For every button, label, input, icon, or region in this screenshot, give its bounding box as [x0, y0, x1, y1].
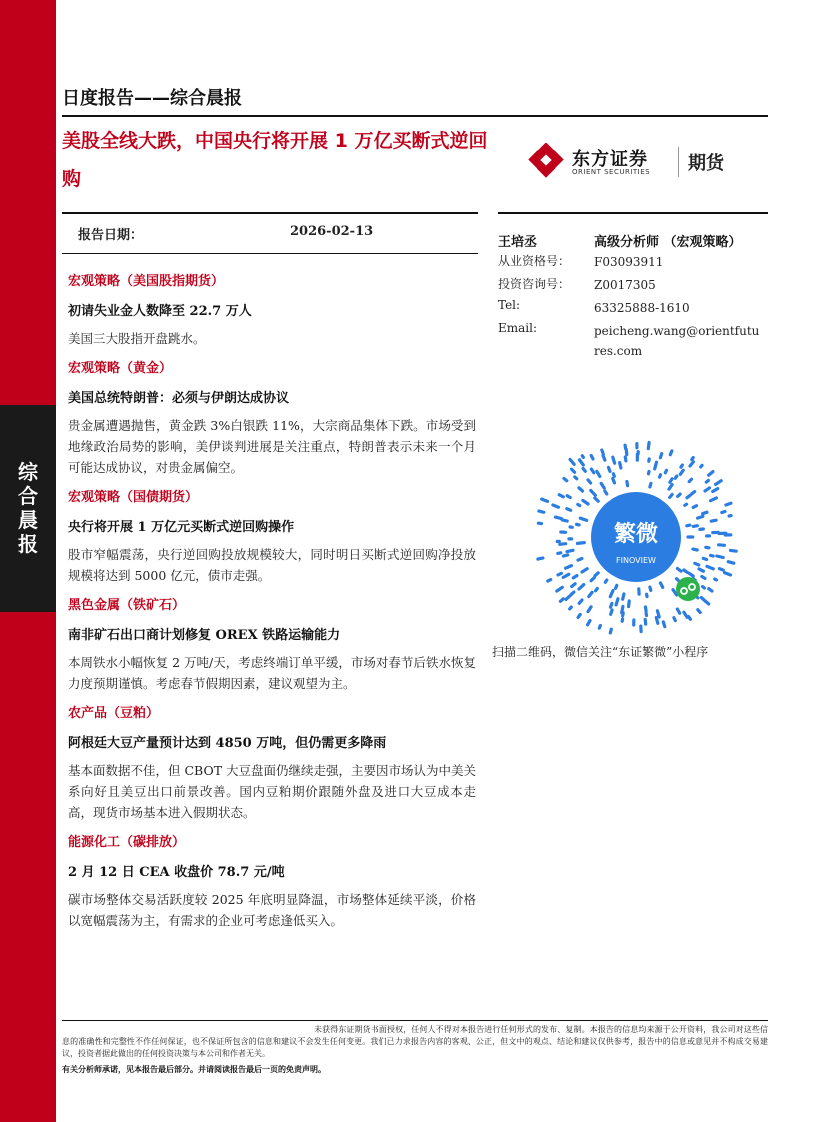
qr-dot — [609, 467, 611, 471]
qr-dot — [588, 621, 590, 625]
header-rule — [62, 115, 768, 117]
qr-dot — [690, 462, 693, 466]
qr-dot — [698, 516, 703, 518]
info-label: Email: — [498, 321, 538, 335]
analyst-title: 高级分析师 （宏观策略） — [594, 235, 742, 250]
qr-dot — [675, 476, 677, 478]
qr-dot — [558, 573, 561, 575]
qr-dot — [579, 585, 584, 589]
qr-dot — [677, 569, 681, 572]
qr-dot — [678, 494, 680, 496]
qr-dot — [677, 609, 679, 613]
qr-dot — [650, 587, 651, 590]
qr-dot — [707, 566, 713, 569]
qr-dot — [655, 462, 657, 469]
qr-dot — [648, 442, 649, 448]
qr-dot — [646, 607, 647, 611]
section-title: 宏观策略（国债期货） — [68, 490, 199, 505]
qr-dot — [578, 504, 580, 505]
info-label: 投资咨询号： — [498, 277, 571, 291]
news-sections — [68, 272, 476, 941]
analyst-tel-row — [498, 296, 768, 319]
qr-dot — [578, 543, 585, 544]
qr-dot — [613, 474, 614, 477]
qr-dot — [660, 454, 661, 458]
qr-dot — [669, 485, 672, 490]
qr-dot — [731, 550, 737, 551]
section-soybean-meal — [68, 704, 476, 823]
section-title: 宏观策略（美国股指期货） — [68, 274, 225, 289]
qr-dot — [709, 472, 713, 476]
qr-dot — [663, 622, 665, 627]
qr-dot — [703, 587, 705, 588]
qr-center-subtext: FINOVIEW — [616, 556, 656, 565]
qr-dot — [629, 601, 630, 607]
qr-dot — [580, 518, 586, 520]
report-date-label: 报告日期： — [78, 228, 144, 243]
qr-dot — [567, 550, 573, 551]
qr-dot — [597, 471, 600, 476]
qr-dot — [616, 585, 617, 588]
qr-code[interactable] — [530, 437, 742, 637]
qr-dot — [716, 481, 722, 485]
section-title: 农产品（豆粕） — [68, 706, 160, 721]
section-rule-left — [62, 212, 478, 214]
qr-dot — [719, 569, 723, 571]
qr-dot — [583, 469, 585, 472]
qr-dot — [627, 482, 628, 486]
qr-dot — [596, 589, 598, 591]
qr-dot — [562, 520, 567, 521]
qr-dot — [560, 544, 566, 545]
qr-dot — [613, 479, 615, 483]
qr-dot — [578, 559, 582, 561]
qr-dot — [717, 556, 723, 558]
document-type: 日度报告——综合晨报 — [62, 88, 242, 109]
qr-dot — [567, 509, 571, 511]
qr-dot — [695, 563, 699, 565]
qr-dot — [570, 607, 572, 609]
info-value: 63325888-1610 — [594, 301, 690, 315]
qr-dot — [726, 503, 731, 505]
qr-dot — [599, 626, 600, 629]
qr-dot — [555, 517, 561, 519]
qr-dot — [706, 481, 708, 483]
analyst-header — [498, 228, 768, 250]
qr-dot — [548, 580, 551, 582]
qr-dot — [591, 469, 593, 473]
logo-divider — [678, 147, 679, 177]
qr-center-text: 繁微 — [613, 522, 659, 547]
qr-dot — [553, 505, 559, 507]
section-headline: 阿根廷大豆产量预计达到 4850 万吨，但仍需更多降雨 — [68, 736, 387, 751]
qr-dot — [689, 617, 691, 620]
qr-dot — [722, 512, 725, 513]
qr-dot — [693, 526, 697, 527]
section-rule-right — [498, 212, 768, 214]
qr-dot — [693, 506, 696, 508]
qr-dot — [605, 491, 607, 494]
disclaimer-text: 未获得东证期货书面授权，任何人不得对本报告进行任何形式的发布、复制。本报告的信息均来源于公开资料，我公司对这些信息的准确性和完整性不作任何保证，也不保证所包含的信息和建议不会发生任何变更。我们已力求报告内容的客观、公正，但文中的观点、结论和建议仅供参考，报告中的信息或意见并不构成交易建议，投资者据此做出的任何投资决策与本公司和作者无关。 — [62, 1025, 768, 1058]
sidebar-accent-top — [0, 0, 56, 405]
qr-dot — [591, 456, 593, 459]
qr-dot — [577, 524, 580, 525]
logo-english-name: ORIENT SECURITIES — [572, 168, 651, 176]
analyst-consulting-row — [498, 273, 768, 296]
qr-dot — [610, 591, 613, 597]
qr-dot — [670, 495, 672, 498]
sidebar-label — [0, 460, 56, 556]
qr-dot — [595, 573, 598, 576]
qr-dot — [613, 457, 615, 463]
section-title: 能源化工（碳排放） — [68, 835, 186, 850]
section-headline: 央行将开展 1 万亿元买断式逆回购操作 — [68, 520, 295, 535]
qr-dot — [563, 574, 569, 577]
qr-dot — [571, 592, 574, 595]
sidebar-label-char: 报 — [18, 532, 38, 556]
qr-dot — [564, 479, 567, 481]
qr-dot — [558, 553, 561, 554]
analyst-email-row — [498, 319, 768, 358]
qr-dot — [623, 594, 624, 599]
qr-dot — [575, 477, 577, 479]
qr-dot — [620, 463, 621, 468]
info-value: F03093911 — [594, 255, 664, 269]
info-value: Z0017305 — [594, 278, 656, 292]
qr-dot — [649, 471, 650, 473]
date-rule — [62, 253, 478, 254]
qr-dot — [626, 449, 627, 454]
qr-dot — [728, 562, 734, 564]
qr-dot — [670, 479, 672, 483]
qr-dot — [713, 489, 718, 492]
analyst-commitment-note: 有关分析师承诺，见本报告最后部分。并请阅读报告最后一页的免责声明。 — [62, 1064, 326, 1074]
qr-dot — [693, 549, 697, 550]
qr-dot — [542, 499, 548, 501]
qr-dot — [572, 584, 575, 587]
qr-dot — [711, 520, 716, 521]
qr-dot — [582, 569, 587, 572]
qr-dot — [538, 558, 543, 559]
qr-dot — [605, 580, 607, 582]
qr-dot — [702, 577, 705, 579]
section-title: 黑色金属（铁矿石） — [68, 598, 186, 613]
qr-dot — [560, 599, 563, 602]
info-label: Tel: — [498, 298, 521, 312]
page-title: 美股全线大跌，中国央行将开展 1 万亿买断式逆回购 — [62, 130, 488, 190]
email-link[interactable]: peicheng.wang@orientfutures.com — [594, 324, 760, 358]
qr-dot — [692, 458, 693, 460]
sidebar-label-char: 综 — [18, 460, 38, 484]
footer-rule — [62, 1020, 768, 1021]
section-title: 宏观策略（黄金） — [68, 361, 173, 376]
qr-dot — [616, 599, 618, 605]
section-body: 本周铁水小幅恢复 2 万吨/天，考虑终端订单平缓，市场对春节后铁水恢复力度预期谨慎。考虑春节假期因素，建议观望为主。 — [68, 655, 476, 691]
qr-dot — [687, 525, 690, 526]
qr-dot — [650, 483, 651, 487]
qr-dot — [588, 607, 591, 612]
qr-dot — [563, 555, 567, 556]
qr-dot — [572, 469, 575, 472]
section-body: 基本面数据不佳，但 CBOT 大豆盘面仍继续走强，主要因市场认为中美关系向好且美豆出口前景改善。国内豆粕期价跟随外盘及进口大豆成本走高，现货市场基本进入假期状态。 — [68, 763, 477, 820]
qr-dot — [725, 573, 731, 575]
section-headline: 美国总统特朗普：必须与伊朗达成协议 — [68, 391, 290, 406]
qr-dot — [705, 488, 710, 491]
analyst-info — [498, 228, 768, 358]
section-body: 碳市场整体交易活跃度较 2025 年底明显降温，市场整体延续平淡，价格以宽幅震荡为主，有需求的企业可考虑逢低买入。 — [68, 892, 476, 928]
qr-dot — [701, 465, 702, 467]
qr-dot — [611, 603, 612, 607]
qr-dot — [645, 620, 646, 625]
qr-dot — [567, 496, 570, 498]
qr-dot — [539, 511, 544, 512]
qr-dot — [681, 465, 682, 467]
qr-dot — [715, 579, 717, 580]
qr-dot — [687, 495, 690, 498]
section-body: 贵金属遭遇抛售，黄金跌 3%白银跌 11%，大宗商品集体下跌。市场受到地缘政治局势的影响，美伊谈判进展是关注重点，特朗普表示未来一个月可能达成协议，对贵金属偏空。 — [68, 418, 476, 475]
section-body: 股市窄幅震荡，央行逆回购投放规模较大，同时明日买断式逆回购净投放规模将达到 5000 亿元，债市走强。 — [68, 547, 476, 583]
qr-dot — [595, 498, 598, 501]
qr-dot — [684, 570, 687, 572]
qr-dot — [706, 547, 709, 548]
qr-dot — [578, 614, 580, 617]
qr-dot — [665, 470, 666, 473]
qr-dot — [601, 483, 604, 488]
qr-dot — [670, 451, 672, 455]
qr-dot — [711, 555, 714, 556]
qr-dot — [703, 512, 707, 514]
qr-dot — [557, 587, 563, 591]
qr-dot — [660, 475, 661, 477]
qr-dot — [699, 569, 703, 571]
section-us-index-futures — [68, 272, 476, 349]
sidebar-accent-bottom — [0, 612, 56, 1122]
qr-dot — [559, 495, 563, 497]
qr-dot — [588, 480, 591, 483]
section-headline: 初请失业金人数降至 22.7 万人 — [68, 304, 252, 319]
qr-dot — [610, 629, 611, 633]
sidebar-label-char: 合 — [18, 484, 38, 508]
qr-dot — [689, 573, 693, 576]
logo-mark-icon — [528, 143, 566, 181]
info-label: 从业资格号： — [498, 254, 571, 268]
qr-caption: 扫描二维码，微信关注“东证繁微”小程序 — [492, 645, 709, 659]
qr-dot — [706, 602, 709, 604]
company-logo — [528, 143, 738, 181]
qr-dot — [573, 576, 577, 578]
qr-dot — [582, 456, 583, 458]
section-body: 美国三大股指开盘跳水。 — [68, 331, 206, 346]
qr-dot — [684, 612, 687, 617]
qr-dot — [625, 457, 626, 461]
analyst-name: 王培丞 — [498, 235, 538, 250]
logo-name: 东方证券 — [572, 149, 648, 170]
qr-dot — [674, 618, 675, 621]
qr-dot — [603, 456, 605, 461]
section-gold — [68, 359, 476, 478]
qr-dot — [570, 460, 574, 465]
qr-dot — [591, 491, 596, 496]
qr-dot — [660, 583, 662, 587]
qr-dot — [685, 504, 687, 505]
logo-subtitle: 期货 — [688, 153, 724, 174]
qr-dot — [580, 460, 584, 465]
qr-dot — [589, 592, 592, 596]
qr-dot — [579, 600, 582, 603]
qr-dot — [711, 498, 717, 501]
mini-program-icon — [676, 577, 700, 601]
qr-dot — [566, 566, 572, 569]
qr-dot — [623, 613, 624, 616]
section-headline: 南非矿石出口商计划修复 OREX 铁路运输能力 — [68, 628, 341, 643]
sidebar-label-char: 晨 — [18, 508, 38, 532]
report-date-value: 2026-02-13 — [290, 224, 374, 239]
qr-dot — [698, 610, 700, 613]
qr-dot — [709, 589, 712, 591]
section-carbon-emission — [68, 833, 476, 931]
qr-dot — [703, 558, 706, 559]
qr-dot — [583, 500, 588, 504]
section-treasury-futures — [68, 488, 476, 586]
qr-dot — [657, 611, 659, 617]
qr-dot — [611, 610, 612, 614]
qr-dot — [602, 450, 604, 454]
analyst-qualification-row — [498, 250, 768, 273]
qr-dot — [591, 578, 594, 581]
qr-dot — [692, 492, 695, 494]
qr-dot — [656, 618, 658, 624]
qr-dot — [579, 488, 583, 491]
qr-dot — [680, 470, 683, 474]
section-iron-ore — [68, 596, 476, 694]
qr-dot — [719, 545, 725, 546]
qr-dot — [689, 479, 691, 481]
qr-dot — [566, 596, 570, 599]
section-headline: 2 月 12 日 CEA 收盘价 78.7 元/吨 — [68, 865, 285, 880]
